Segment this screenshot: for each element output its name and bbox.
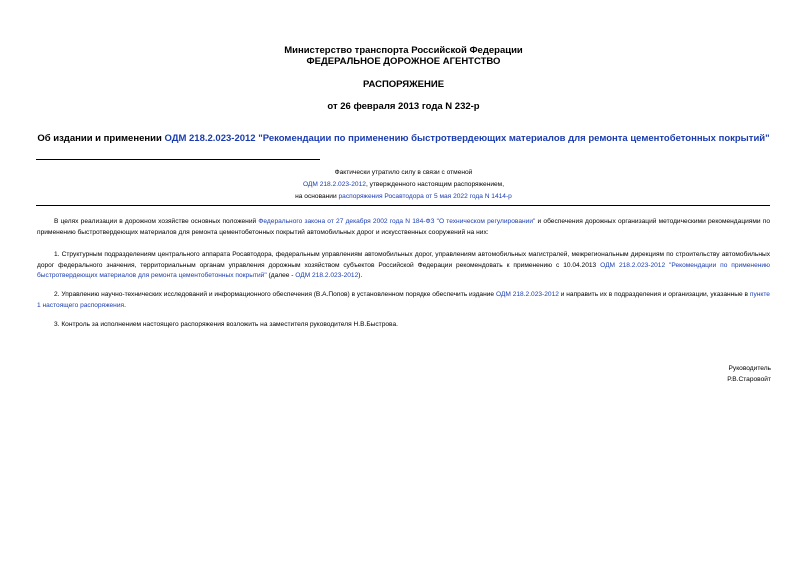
- p2-clause-link[interactable]: пункте 1 настоящего распоряжения: [37, 291, 770, 309]
- ministry-name: Министерство транспорта Российской Федерации: [284, 45, 523, 56]
- document-type: РАСПОРЯЖЕНИЕ: [362, 79, 445, 90]
- title-prefix: Об издании и применении: [37, 133, 165, 144]
- status-note-line2: ОДМ 218.2.023-2012, утвержденного настоящим распоряжением,: [302, 181, 505, 188]
- p1-odm-link[interactable]: ОДМ 218.2.023-2012 "Рекомендации по применению быстротвердеющих материалов для ремонта цементобетонных покрытий": [37, 261, 770, 279]
- ministry-heading: [0, 45, 807, 67]
- p2-odm-link[interactable]: ОДМ 218.2.023-2012: [495, 291, 559, 298]
- status-note-line3: на основании распоряжения Росавтодора от 5 мая 2022 года N 1414-р: [295, 193, 512, 200]
- status-order-link[interactable]: распоряжения Росавтодора от 5 мая 2022 года N 1414-р: [338, 193, 512, 200]
- signature-name: Р.В.Старовойт: [727, 376, 771, 383]
- status-note-line1: Фактически утратило силу в связи с отменой: [334, 169, 473, 176]
- agency-name: ФЕДЕРАЛЬНОЕ ДОРОЖНОЕ АГЕНТСТВО: [306, 56, 501, 67]
- divider-short: [36, 159, 320, 160]
- signature-block: [727, 363, 771, 385]
- title-odm-link[interactable]: ОДМ 218.2.023-2012 "Рекомендации по применению быстротвердеющих материалов для ремонта цементобетонных покрытий": [164, 133, 770, 144]
- document-title: [0, 133, 807, 144]
- document-date-number: от 26 февраля 2013 года N 232-р: [327, 101, 480, 112]
- status-odm-link[interactable]: ОДМ 218.2.023-2012: [302, 181, 366, 188]
- paragraph-3: 3. Контроль за исполнением настоящего распоряжения возложить на заместителя руководителя Н.В.Быстрова.: [54, 321, 398, 328]
- paragraph-1: 1. Структурным подразделениям центрального аппарата Росавтодора, федеральным управлениям автомобильных дорог, управлениям автомобильных магистралей, межрегиональным дирекциям по строительству автомобильных дорог федерального значения, территориальным органам управления дорожным хозяйством субъектов Российской Федерации рекомендовать к применению с 10.04.2013 ОДМ 218.2.023-2012 "Рекомендации по применению быстротвердеющих материалов для ремонта цементобетонных покрытий" (далее - ОДМ 218.2.023-2012).: [37, 251, 770, 279]
- paragraph-preamble: В целях реализации в дорожном хозяйстве основных положений Федерального закона от 27 декабря 2002 года N 184-ФЗ "О техническом регулировании" и обеспечения дорожных организаций методическими рекомендациями по применению быстротвердеющих материалов для ремонта цементобетонных покрытий автомобильных дорог и искусственных сооружений на них:: [37, 218, 770, 236]
- signature-role: Руководитель: [728, 365, 771, 372]
- paragraph-2: 2. Управлению научно-технических исследований и информационного обеспечения (В.А.Попов) в установленном порядке обеспечить издание ОДМ 218.2.023-2012 и направить их в подразделения и организации, указанные в пункте 1 настоящего распоряжения.: [37, 291, 770, 309]
- p1-odm-short-link[interactable]: ОДМ 218.2.023-2012: [295, 272, 359, 279]
- divider-long: [36, 205, 770, 206]
- federal-law-link[interactable]: Федерального закона от 27 декабря 2002 года N 184-ФЗ "О техническом регулировании": [258, 218, 536, 225]
